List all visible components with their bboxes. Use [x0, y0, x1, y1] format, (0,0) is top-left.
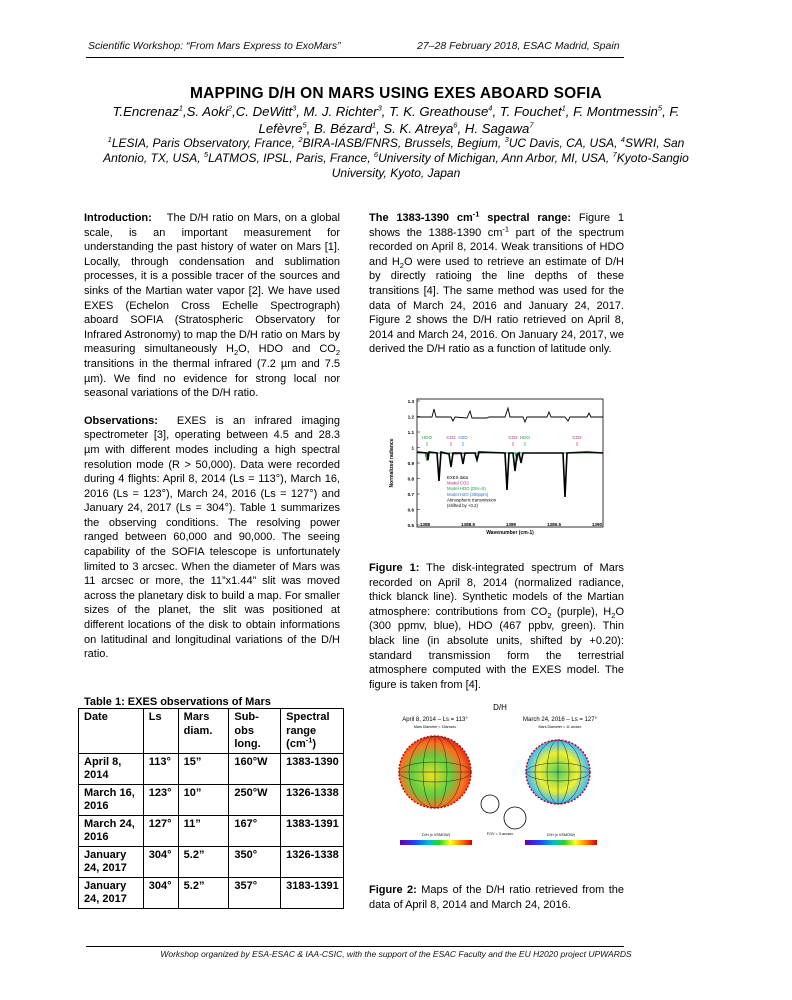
legend-entry: EXES data: [447, 475, 469, 480]
figure-1-caption-text: The disk-integrated spectrum of Mars recorded on April 8, 2014 (normalized radiance, thick blanck line). Synthetic models of the Martian atmosphere: contributions from $CO_2$ (purple), $H_2O$ (300 ppmv, blue), HDO (467 ppbv, green). Thin black line (in absolute units, shifted by +0.20): standard transmission form the terrestrial atmosphere computed with the EXES model. The figure is taken from [4].: [369, 562, 625, 691]
table-cell: April 8, 2014: [79, 753, 144, 784]
figure-2-caption-text: Maps of the D/H ratio retrieved from the data of April 8, 2014 and March 24, 2016.: [369, 884, 625, 911]
fov-circle-right: [504, 807, 526, 829]
x-tick-label: 1388: [419, 522, 431, 527]
figure-1-y-label: Normalized radiance: [389, 438, 395, 488]
table-caption: Table 1: EXES observations of Mars: [84, 696, 271, 708]
observations-paragraph: [84, 414, 340, 662]
table-cell: 5.2”: [178, 877, 229, 908]
paper-title: MAPPING D/H ON MARS USING EXES ABOARD SOFIA: [190, 85, 602, 102]
running-header-right: 27–28 February 2018, ESAC Madrid, Spain: [417, 40, 620, 52]
table-cell: January 24, 2017: [79, 846, 144, 877]
running-header-left: Scientific Workshop: “From Mars Express to ExoMars”: [88, 40, 341, 52]
spectral-range-heading: The 1383-1390 $cm^{-1}$ spectral range:: [369, 209, 571, 224]
table-cell: 1383-1390: [281, 753, 344, 784]
legend-entry: Model CO2: [447, 480, 469, 486]
right-colorbar-label: D/H (x VSMOW): [547, 833, 575, 837]
table-cell: Spectral range $(cm^{-1})$: [281, 709, 344, 754]
figure-2-right-sub: Mars Diameter = 11 arcsec: [538, 725, 582, 729]
line-label: CO2: [446, 435, 456, 440]
x-tick-label: 1388.5: [460, 522, 476, 527]
introduction-heading: Introduction:: [84, 212, 152, 224]
y-tick-label: 0.8: [407, 476, 414, 482]
table-row: [79, 784, 344, 815]
table-cell: 357°: [229, 877, 281, 908]
observations-table: [78, 708, 344, 909]
table-cell: January 24, 2017: [79, 877, 144, 908]
table-cell: March 24, 2016: [79, 815, 144, 846]
footer-text: Workshop organized by ESA-ESAC & IAA-CSIC, with the support of the ESAC Faculty and the EU H2020 project UPWARDS: [160, 949, 632, 959]
right-column: [369, 211, 624, 370]
table-row: [79, 753, 344, 784]
left-colorbar-label: D/H (x VSMOW): [422, 833, 450, 837]
legend-entry: Atmospheric transmission: [447, 497, 497, 503]
table-row: [79, 877, 344, 908]
footer-rule: [86, 946, 624, 947]
table-cell: 250°W: [229, 784, 281, 815]
table-cell: 5.2”: [178, 846, 229, 877]
observations-table-body: [79, 709, 344, 909]
legend-entry: (shifted by +0.2): [447, 503, 478, 508]
affiliations: $^1$LESIA, Paris Observatory, France, $^2$BIRA-IASB/FNRS, Brussels, Begium, $^3$UC Davis, CA, USA, $^4$SWRI, San Antonio, TX, USA, $^5$LATMOS, IPSL, Paris, France, $^6$University of Michigan, Ann Arbor, MI, USA, $^7$Kyoto-Sangio University, Kyoto, Japan: [103, 135, 689, 181]
figure-2-caption-heading: Figure 2:: [369, 884, 417, 896]
x-tick-label: 1389.5: [546, 522, 562, 527]
table-cell: 1326-1338: [281, 784, 344, 815]
table-cell: 113°: [143, 753, 178, 784]
figure-1-caption-heading: Figure 1:: [369, 562, 420, 574]
table-cell: Mars diam.: [178, 709, 229, 754]
table-header-row: [79, 709, 344, 754]
table-cell: 304°: [143, 877, 178, 908]
figure-1-plot-frame: [417, 399, 603, 527]
table-cell: 350°: [229, 846, 281, 877]
observations-heading: Observations:: [84, 414, 158, 427]
right-colorbar: [525, 840, 597, 845]
legend-entry: Model H2O (300ppm): [447, 491, 489, 497]
figure-2-left-label: April 8, 2014 – Ls = 113°: [402, 717, 468, 723]
line-label: CO2: [508, 435, 518, 440]
y-tick-label: 1.1: [407, 430, 414, 435]
observations-text: EXES is an infrared imaging spectrometer [3], operating between 4.5 and 28.3 µm with different modes including a high spectral resolution mode (R > 50,000). Data were recorded during 4 flights: April 8, 2014 (Ls = 113°), March 16, 2016 (Ls = 123°), March 24, 2016 (Ls = 127°) and January 24, 2017 (Ls = 304°). Table 1 summarizes the observing conditions. The resolving power ranged between 60,000 and 90,000. The seeing capability of the SOFIA telescope is unfortunately limited to 3 arcsec. When the diameter of Mars was 11 arcsec or more, the 11”x1.44” slit was moved across the planetary disk to build a map. For smaller sizes of the planet, the slit was positioned at different locations of the disk to obtain informations on latitudinal and longitudinal variations of the D/H ratio.: [84, 414, 340, 661]
line-label: HDO: [520, 435, 530, 440]
legend-entry: Model HDO (D/H=5): [447, 486, 486, 492]
table-cell: March 16, 2016: [79, 784, 144, 815]
fov-label: FOV = 3 arcsec: [486, 832, 514, 836]
table-cell: 3183-1391: [281, 877, 344, 908]
y-tick-label: 0.5: [407, 523, 414, 528]
figure-1-x-label: Wavenumber (cm-1): [486, 530, 534, 535]
author-list: T.Encrenaz$^1$,S. Aoki$^2$,C. DeWitt$^3$, M. J. Richter$^3$, T. K. Greathouse$^4$, T. Fouchet$^1$, F. Montmessin$^5$, F. Lefèvre$^5$, B. Bézard$^1$, S. K. Atreya$^6$, H. Sagawa$^7$: [112, 103, 680, 136]
left-column: [84, 211, 340, 675]
spectral-range-paragraph: [369, 211, 624, 357]
table-cell: 304°: [143, 846, 178, 877]
table-row: [79, 815, 344, 846]
table-cell: Ls: [143, 709, 178, 754]
figure-2-right-label: March 24, 2016 – Ls = 127°: [523, 717, 597, 723]
figure-1-spectrum: [387, 395, 607, 535]
y-tick-label: 0.9: [407, 461, 414, 466]
line-label: HDO: [422, 435, 432, 440]
table-cell: 10”: [178, 784, 229, 815]
figure-2-left-sub: Mars Diameter = 15arcsec: [413, 725, 457, 729]
introduction-paragraph: [84, 211, 340, 401]
fov-circle-left: [481, 795, 499, 813]
table-cell: 1326-1338: [281, 846, 344, 877]
y-tick-label: 1.3: [407, 399, 414, 404]
x-tick-label: 1389: [505, 522, 517, 527]
table-cell: 167°: [229, 815, 281, 846]
spectral-range-text: Figure 1 shows the 1388-1390 $cm^{-1}$ part of the spectrum recorded on April 8, 2014. Weak transitions of HDO and $H_2O$ were used to retrieve an estimate of D/H by directly ratioing the line depths of these transitions [4]. The same method was used for the data of March 24, 2016 and January 24, 2017. Figure 2 shows the D/H ratio retrieved on April 8, 2014 and March 24, 2016. On January 24, 2017, we derived the D/H ratio as a function of latitude only.: [369, 212, 624, 356]
line-label: CO2: [572, 435, 582, 440]
left-colorbar: [400, 840, 472, 845]
table-cell: 123°: [143, 784, 178, 815]
y-tick-label: 1: [411, 445, 414, 451]
introduction-text: The D/H ratio on Mars, on a global scale, is an important measurement for understanding the past history of water on Mars [1]. Locally, through condensation and sublimation processes, it is a possible tracer of the sources and sinks of the Martian water vapor [2]. We have used EXES (Echelon Cross Echelle Spectrograph) aboard SOFIA (Stratospheric Observatory for Infrared Astronomy) to map the D/H ratio on Mars by measuring simultaneously $H_2O$, HDO and $CO_2$ transitions in the thermal infrared (7.2 µm and 7.5 µm). We find no evidence for strong local nor seasonal variations of the D/H ratio.: [84, 212, 341, 400]
figure-2-dh-maps: [380, 700, 620, 860]
table-cell: 1383-1391: [281, 815, 344, 846]
figure-1-caption: [369, 561, 624, 692]
header-rule: [86, 57, 624, 58]
y-tick-label: 0.6: [407, 507, 414, 513]
table-cell: Sub-obs long.: [229, 709, 281, 754]
table-row: [79, 846, 344, 877]
y-tick-label: 0.7: [407, 492, 414, 497]
table-cell: Date: [79, 709, 144, 754]
line-label: H2O: [458, 435, 468, 440]
x-tick-label: 1390: [591, 522, 603, 527]
table-cell: 11”: [178, 815, 229, 846]
figure-2-caption: [369, 883, 624, 912]
table-cell: 160°W: [229, 753, 281, 784]
y-tick-label: 1.2: [407, 414, 414, 420]
table-cell: 127°: [143, 815, 178, 846]
figure-2-title: D/H: [493, 703, 507, 712]
table-cell: 15”: [178, 753, 229, 784]
